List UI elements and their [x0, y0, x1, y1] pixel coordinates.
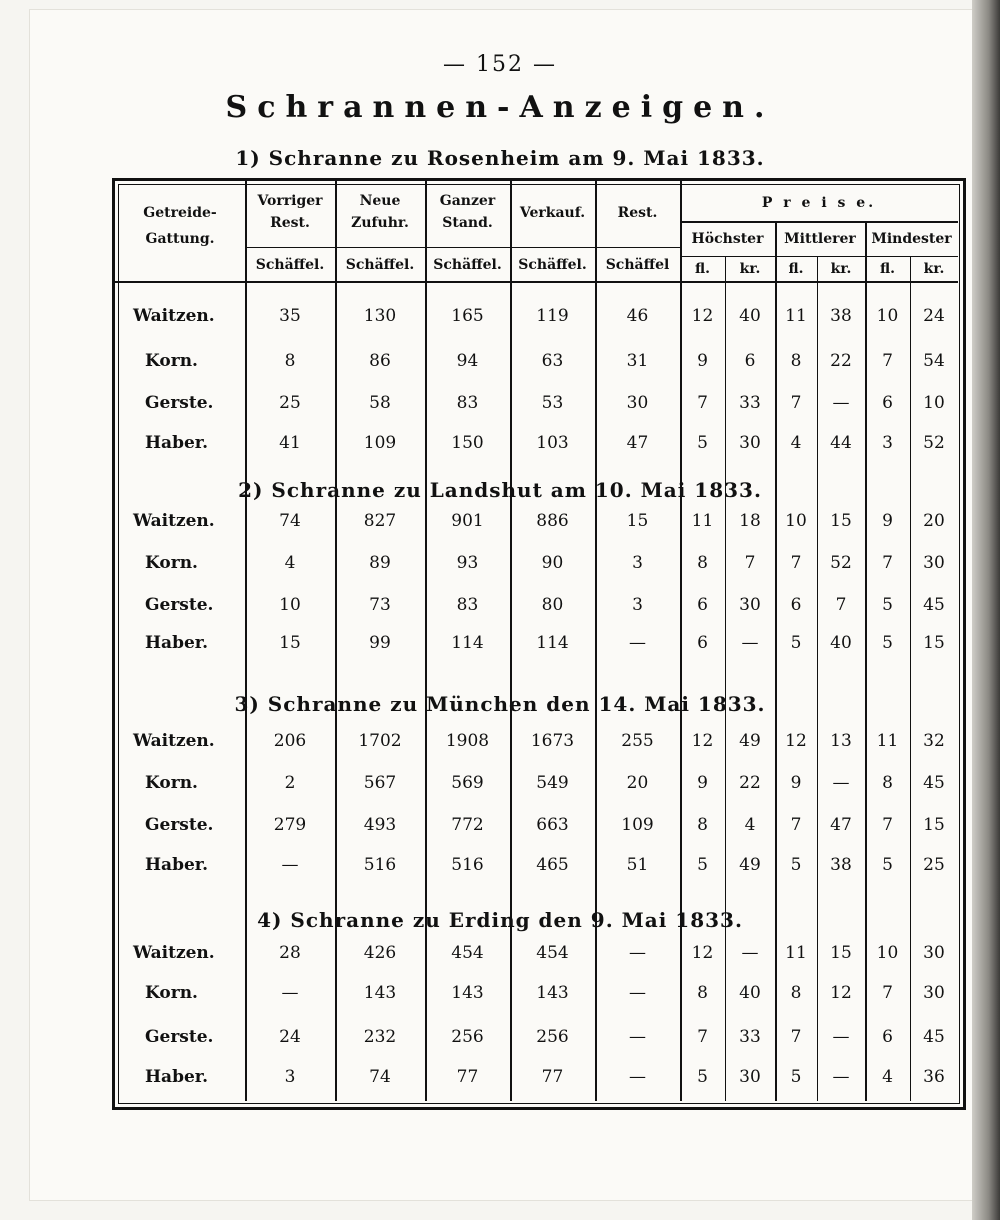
table-cell: 46: [626, 306, 649, 326]
table-cell: 44: [830, 433, 852, 453]
table-cell: 114: [536, 633, 569, 653]
table-cell: 47: [626, 433, 649, 453]
unit-ganzer: Schäffel.: [433, 257, 502, 273]
table-cell: 454: [536, 943, 569, 963]
table-cell: 51: [626, 855, 649, 875]
table-cell: 10: [876, 943, 899, 963]
table-cell: 20: [923, 511, 945, 531]
table-cell: —: [832, 773, 850, 793]
table-cell: 8: [790, 983, 802, 1003]
table-cell: 94: [456, 351, 479, 371]
grain-name: Korn.: [145, 553, 198, 573]
table-cell: 73: [369, 595, 391, 615]
table-cell: 8: [697, 983, 708, 1003]
table-cell: 99: [369, 633, 391, 653]
col-header-hoechster: Höchster: [691, 231, 764, 247]
table-cell: 901: [451, 511, 484, 531]
unit-vorriger: Schäffel.: [255, 257, 325, 273]
table-cell: 4: [882, 1067, 893, 1087]
table-cell: 90: [541, 553, 564, 573]
col-header-vorriger-rest: Rest.: [270, 215, 310, 231]
table-cell: 89: [369, 553, 391, 573]
table-cell: 12: [785, 731, 807, 751]
table-cell: 5: [697, 433, 708, 453]
table-cell: 5: [882, 855, 893, 875]
table-cell: 24: [923, 306, 945, 326]
table-cell: 6: [882, 393, 893, 413]
table-cell: 454: [451, 943, 484, 963]
table-cell: 30: [923, 943, 945, 963]
table-cell: 3: [632, 595, 643, 615]
table-cell: 30: [923, 553, 945, 573]
table-cell: 4: [284, 553, 296, 573]
table-cell: 7: [697, 393, 708, 413]
table-cell: 32: [923, 731, 945, 751]
unit-kr-mindester: kr.: [923, 261, 945, 277]
unit-zufuhr: Schäffel.: [345, 257, 415, 273]
table-cell: 493: [363, 815, 397, 835]
table-cell: 53: [541, 393, 564, 413]
table-cell: 40: [739, 306, 761, 326]
grain-name: Haber.: [145, 1067, 209, 1087]
table-cell: 8: [882, 773, 893, 793]
table-cell: 9: [790, 773, 802, 793]
col-header-vorriger: Vorriger: [257, 193, 323, 209]
table-cell: 11: [876, 731, 899, 751]
table-cell: 426: [363, 943, 397, 963]
table-cell: 10: [923, 393, 945, 413]
table-cell: 45: [923, 595, 945, 615]
table-cell: 77: [541, 1067, 564, 1087]
table-cell: —: [741, 943, 759, 963]
table-cell: 4: [790, 433, 802, 453]
table-cell: 1908: [445, 731, 490, 751]
table-cell: 30: [626, 393, 649, 413]
table-cell: 47: [830, 815, 852, 835]
table-cell: 279: [273, 815, 307, 835]
table-cell: 30: [923, 983, 945, 1003]
table-cell: 4: [744, 815, 756, 835]
table-cell: 36: [923, 1067, 945, 1087]
table-cell: 15: [279, 633, 301, 653]
col-header-mittlerer: Mittlerer: [784, 231, 856, 247]
col-header-verkauf: Verkauf.: [519, 205, 586, 221]
grain-name: Gerste.: [145, 815, 214, 835]
grain-name: Gerste.: [145, 393, 214, 413]
table-cell: —: [832, 393, 850, 413]
table-cell: 24: [279, 1027, 301, 1047]
table-cell: 7: [697, 1027, 708, 1047]
table-cell: 256: [451, 1027, 484, 1047]
col-header-getreide: Getreide-: [143, 205, 217, 221]
table-cell: 38: [830, 306, 852, 326]
table-cell: 5: [697, 855, 708, 875]
table-cell: 143: [363, 983, 397, 1003]
table-cell: 7: [790, 815, 802, 835]
table-cell: 15: [923, 633, 945, 653]
table-cell: 22: [739, 773, 761, 793]
table-cell: 49: [739, 855, 761, 875]
table-cell: 2: [284, 773, 296, 793]
page-title: Schrannen-Anzeigen.: [225, 90, 775, 125]
table-cell: 9: [882, 511, 893, 531]
table-cell: 11: [785, 943, 807, 963]
table-cell: 83: [456, 393, 479, 413]
col-header-gattung: Gattung.: [145, 231, 215, 247]
table-cell: 35: [279, 306, 301, 326]
table-cell: 7: [744, 553, 756, 573]
table-cell: 9: [697, 351, 708, 371]
col-header-zufuhr: Zufuhr.: [351, 215, 409, 231]
table-cell: 45: [923, 773, 945, 793]
grain-name: Korn.: [145, 773, 198, 793]
grain-name: Waitzen.: [133, 731, 215, 751]
table-cell: 63: [541, 351, 564, 371]
col-header-neue: Neue: [359, 193, 401, 209]
section-heading-erding: 4) Schranne zu Erding den 9. Mai 1833.: [257, 908, 743, 932]
table-cell: 49: [739, 731, 761, 751]
grain-table: [112, 178, 966, 1110]
table-cell: 1702: [358, 731, 402, 751]
grain-name: Waitzen.: [133, 511, 215, 531]
table-cell: —: [281, 855, 299, 875]
table-cell: 3: [284, 1067, 296, 1087]
grain-name: Waitzen.: [133, 943, 215, 963]
table-cell: 7: [882, 553, 893, 573]
col-header-rest: Rest.: [617, 205, 658, 221]
table-cell: 15: [830, 511, 852, 531]
table-cell: 206: [273, 731, 307, 751]
table-cell: 6: [790, 595, 802, 615]
table-cell: 13: [830, 731, 852, 751]
table-cell: 30: [739, 1067, 761, 1087]
table-cell: 10: [785, 511, 807, 531]
table-cell: 567: [363, 773, 397, 793]
table-cell: 12: [830, 983, 852, 1003]
grain-name: Haber.: [145, 633, 209, 653]
table-cell: 74: [369, 1067, 391, 1087]
table-cell: 7: [790, 553, 802, 573]
section-heading-landshut: 2) Schranne zu Landshut am 10. Mai 1833.: [238, 478, 762, 502]
table-cell: 11: [691, 511, 714, 531]
table-cell: 5: [882, 595, 893, 615]
table-cell: 33: [739, 393, 761, 413]
table-cell: 7: [835, 595, 847, 615]
table-cell: 58: [369, 393, 391, 413]
table-cell: —: [741, 633, 759, 653]
table-cell: 516: [363, 855, 397, 875]
grain-name: Haber.: [145, 433, 209, 453]
table-cell: 7: [790, 1027, 802, 1047]
col-header-mindester: Mindester: [871, 231, 952, 247]
table-cell: 465: [536, 855, 569, 875]
table-cell: 22: [830, 351, 852, 371]
table-cell: 165: [451, 306, 484, 326]
table-cell: 114: [451, 633, 484, 653]
table-cell: 8: [697, 553, 708, 573]
table-cell: 6: [744, 351, 756, 371]
table-cell: 54: [923, 351, 945, 371]
table-cell: 549: [536, 773, 569, 793]
table-cell: 25: [279, 393, 301, 413]
table-cell: 109: [363, 433, 397, 453]
table-cell: 772: [451, 815, 484, 835]
table-cell: 7: [882, 815, 893, 835]
table-cell: 6: [697, 595, 708, 615]
table-cell: 86: [369, 351, 391, 371]
table-cell: 30: [739, 433, 761, 453]
table-cell: 93: [456, 553, 479, 573]
table-cell: 827: [363, 511, 397, 531]
table-cell: 38: [830, 855, 852, 875]
table-cell: 28: [279, 943, 301, 963]
table-cell: 103: [536, 433, 569, 453]
unit-rest: Schäffel: [605, 257, 670, 273]
table-cell: —: [629, 633, 646, 653]
table-cell: 130: [363, 306, 397, 326]
table-cell: 25: [923, 855, 945, 875]
table-cell: 7: [882, 983, 893, 1003]
table-cell: 6: [697, 633, 708, 653]
table-cell: 40: [830, 633, 852, 653]
table-cell: 7: [790, 393, 802, 413]
table-cell: 9: [697, 773, 708, 793]
table-cell: 8: [284, 351, 296, 371]
table-cell: 5: [790, 855, 802, 875]
table-cell: 8: [697, 815, 708, 835]
table-cell: 5: [697, 1067, 708, 1087]
table-cell: —: [629, 1067, 646, 1087]
table-cell: 119: [536, 306, 569, 326]
table-cell: 10: [279, 595, 301, 615]
table-cell: 886: [536, 511, 569, 531]
table-cell: 5: [790, 1067, 802, 1087]
table-cell: 83: [456, 595, 479, 615]
table-cell: 41: [279, 433, 301, 453]
table-cell: —: [629, 1027, 646, 1047]
table-cell: 5: [882, 633, 893, 653]
unit-verkauf: Schäffel.: [518, 257, 587, 273]
section-heading-muenchen: 3) Schranne zu München den 14. Mai 1833.: [234, 692, 766, 716]
table-cell: 15: [626, 511, 649, 531]
col-header-ganzer: Ganzer: [439, 193, 496, 209]
table-cell: 6: [882, 1027, 893, 1047]
table-cell: —: [832, 1027, 850, 1047]
table-cell: 10: [876, 306, 899, 326]
table-cell: 516: [451, 855, 484, 875]
table-cell: 3: [882, 433, 893, 453]
col-header-preise: P r e i s e.: [761, 195, 877, 211]
table-cell: 18: [739, 511, 761, 531]
table-cell: 5: [790, 633, 802, 653]
table-cell: —: [629, 943, 646, 963]
grain-name: Korn.: [145, 351, 198, 371]
table-cell: 15: [923, 815, 945, 835]
table-cell: 7: [882, 351, 893, 371]
table-cell: 31: [626, 351, 649, 371]
grain-name: Korn.: [145, 983, 198, 1003]
unit-kr-hoechster: kr.: [739, 261, 761, 277]
table-cell: 232: [363, 1027, 397, 1047]
table-cell: 12: [691, 306, 714, 326]
table-cell: 80: [541, 595, 564, 615]
table-cell: 255: [621, 731, 654, 751]
table-cell: 12: [691, 943, 714, 963]
table-cell: 77: [456, 1067, 479, 1087]
table-cell: 150: [451, 433, 484, 453]
table-cell: 20: [626, 773, 649, 793]
table-cell: 3: [632, 553, 643, 573]
grain-name: Waitzen.: [133, 306, 215, 326]
table-cell: 143: [536, 983, 569, 1003]
table-cell: 30: [739, 595, 761, 615]
table-cell: 109: [621, 815, 654, 835]
unit-kr-mittlerer: kr.: [830, 261, 852, 277]
table-cell: 11: [785, 306, 807, 326]
table-cell: 45: [923, 1027, 945, 1047]
table-cell: 12: [691, 731, 714, 751]
unit-fl-hoechster: fl.: [694, 261, 711, 277]
grain-name: Haber.: [145, 855, 209, 875]
table-cell: 52: [923, 433, 945, 453]
unit-fl-mindester: fl.: [879, 261, 896, 277]
table-cell: 15: [830, 943, 852, 963]
table-cell: 52: [830, 553, 852, 573]
table-cell: 74: [279, 511, 301, 531]
grain-name: Gerste.: [145, 595, 214, 615]
table-cell: 256: [536, 1027, 569, 1047]
table-cell: 569: [451, 773, 484, 793]
table-cell: 40: [739, 983, 761, 1003]
table-cell: 143: [451, 983, 484, 1003]
table-cell: 1673: [530, 731, 575, 751]
table-cell: 33: [739, 1027, 761, 1047]
table-cell: 8: [790, 351, 802, 371]
grain-name: Gerste.: [145, 1027, 214, 1047]
table-cell: —: [629, 983, 646, 1003]
page-number: — 152 —: [443, 52, 557, 77]
binding-edge: [972, 0, 1000, 1220]
table-cell: —: [832, 1067, 850, 1087]
table-cell: 663: [536, 815, 569, 835]
section-heading-rosenheim: 1) Schranne zu Rosenheim am 9. Mai 1833.: [235, 146, 765, 170]
col-header-stand: Stand.: [442, 215, 493, 231]
table-cell: —: [281, 983, 299, 1003]
unit-fl-mittlerer: fl.: [788, 261, 804, 277]
